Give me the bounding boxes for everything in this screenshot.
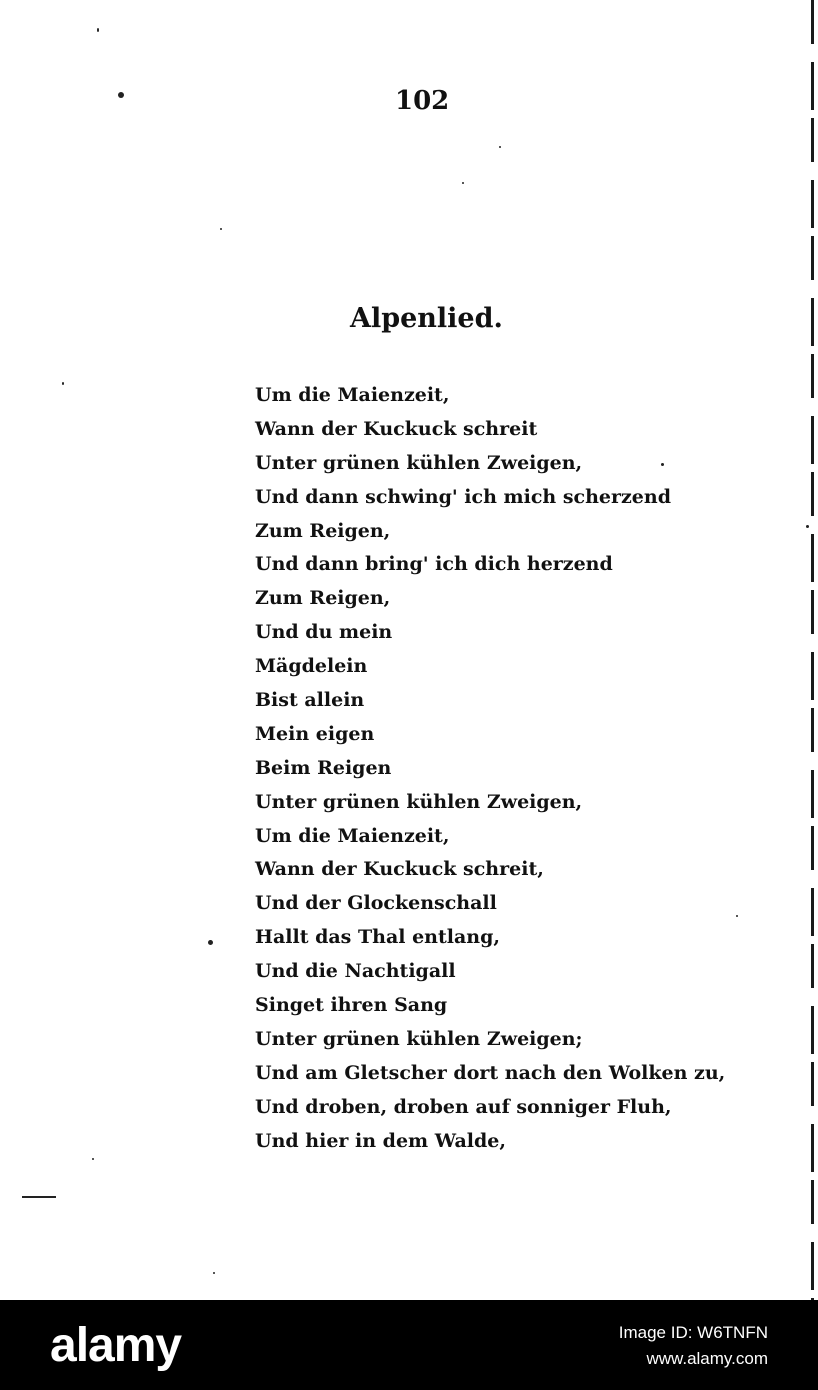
poem-line: Bist allein — [255, 689, 365, 712]
brand-logo: alamy — [50, 1319, 182, 1372]
poem-line: Und dann bring' ich dich herzend — [255, 553, 613, 576]
poem-text — [255, 379, 725, 1158]
poem-line: Um die Maienzeit, — [255, 384, 450, 406]
ink-speck — [736, 915, 738, 917]
poem-line: Und die Nachtigall — [255, 960, 456, 983]
poem-line: Zum Reigen, — [255, 587, 391, 610]
poem-line: Zum Reigen, — [255, 519, 391, 542]
poem-line: Wann der Kuckuck schreit, — [255, 858, 544, 881]
page-number: 102 — [395, 86, 450, 116]
poem-line: Und dann schwing' ich mich scherzend — [255, 485, 671, 508]
poem-line: Beim Reigen — [255, 756, 392, 779]
ink-speck — [118, 92, 124, 98]
site-url: www.alamy.com — [646, 1349, 768, 1368]
poem-line: Unter grünen kühlen Zweigen, — [255, 790, 583, 813]
margin-rule — [22, 1196, 56, 1198]
poem-line: Und droben, droben auf sonniger Fluh, — [255, 1095, 672, 1118]
poem-line: Wann der Kuckuck schreit — [255, 417, 538, 440]
ink-speck — [213, 1272, 215, 1274]
poem-line: Mein eigen — [255, 722, 375, 745]
ink-speck — [462, 182, 464, 184]
poem-line: Und du mein — [255, 621, 393, 644]
poem-line: Unter grünen kühlen Zweigen, — [255, 451, 583, 474]
ink-speck — [499, 146, 501, 148]
ink-speck — [92, 1158, 94, 1160]
ink-speck — [62, 382, 64, 385]
ink-speck — [208, 940, 213, 945]
image-id-label: Image ID: W6TNFN — [618, 1323, 768, 1342]
poem-line: Und der Glockenschall — [255, 892, 497, 915]
ink-speck — [97, 28, 99, 32]
poem-line: Hallt das Thal entlang, — [255, 926, 501, 949]
poem-title: Alpenlied. — [350, 303, 503, 334]
ink-speck — [220, 228, 222, 230]
page-edge-rule — [811, 0, 814, 1300]
poem-line: Um die Maienzeit, — [255, 824, 450, 847]
stock-footer-banner — [0, 1300, 818, 1390]
poem-line: Singet ihren Sang — [255, 994, 448, 1017]
poem-line: Und hier in dem Walde, — [255, 1129, 506, 1152]
poem-line: Und am Gletscher dort nach den Wolken zu, — [255, 1061, 726, 1084]
poem-line: Mägdelein — [255, 655, 368, 678]
ink-speck — [806, 525, 809, 528]
poem-line: Unter grünen kühlen Zweigen; — [255, 1027, 583, 1050]
